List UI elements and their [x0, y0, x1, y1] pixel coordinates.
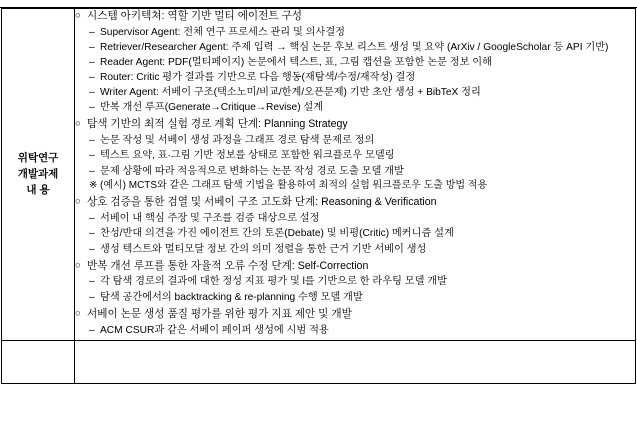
sub-item-text: 찬성/반대 의견을 가진 에이전트 간의 토론(Debate) 및 비평(Critic) 메커니즘 설계: [100, 228, 454, 240]
list-item: [89, 290, 635, 305]
list-item: [89, 85, 635, 100]
list-item: [89, 55, 635, 70]
dash-bullet-icon: –: [89, 41, 95, 53]
sub-item-text: 문제 상황에 따라 적응적으로 변화하는 논문 작성 경로 도출 모델 개발: [100, 165, 404, 177]
sub-list: [75, 323, 635, 338]
section-heading: 서베이 논문 생성 품질 평가를 위한 평가 지표 제안 및 개발: [87, 307, 352, 320]
table-row: [2, 9, 636, 341]
list-item: [89, 211, 635, 226]
dash-bullet-icon: –: [89, 213, 95, 225]
sub-item-text: Reader Agent: PDF(멀티페이지) 논문에서 텍스트, 표, 그림 캡션을 포함한 논문 정보 이해: [100, 57, 492, 69]
list-item: [75, 259, 635, 305]
dash-bullet-icon: –: [89, 57, 95, 69]
circle-bullet-icon: ○: [75, 259, 81, 271]
sub-item-text: 텍스트 요약, 표·그림 기반 정보를 상태로 포함한 워크플로우 모델링: [100, 150, 395, 162]
empty-content-cell: [75, 340, 636, 383]
sub-list: [75, 133, 635, 193]
sub-item-text: 각 탐색 경로의 결과에 대한 정성 지표 평가 및 l를 기반으로 한 라우팅 모델 개발: [100, 276, 447, 288]
list-item: [89, 242, 635, 257]
sub-item-text: 탐색 공간에서의 backtracking & re-planning 수행 모델 개발: [100, 291, 363, 303]
row-label-cell: [2, 9, 75, 341]
dash-bullet-icon: –: [89, 102, 95, 114]
list-item: [89, 179, 635, 194]
dash-bullet-icon: –: [89, 72, 95, 84]
dash-bullet-icon: –: [89, 26, 95, 38]
dash-bullet-icon: –: [89, 243, 95, 255]
row-label-line-3: 내 용: [26, 184, 50, 197]
list-item: [89, 70, 635, 85]
circle-bullet-icon: ○: [75, 10, 81, 21]
list-item: [89, 40, 635, 55]
dash-bullet-icon: –: [89, 228, 95, 240]
list-item: [89, 100, 635, 115]
circle-bullet-icon: ○: [75, 196, 81, 208]
sub-list: [75, 25, 635, 116]
dash-bullet-icon: –: [89, 291, 95, 303]
section-heading: 반복 개선 루프를 통한 자율적 오류 수정 단계: Self-Correction: [87, 259, 369, 272]
row-label-line-2: 개발과제: [17, 168, 59, 181]
outline-list: [75, 9, 635, 338]
table-row-empty: [2, 340, 636, 383]
sub-item-text: 생성 텍스트와 멀티모달 정보 간의 의미 정렬을 통한 근거 기반 서베이 생성: [100, 243, 427, 255]
dash-bullet-icon: –: [89, 276, 95, 288]
dash-bullet-icon: –: [89, 87, 95, 99]
dash-bullet-icon: –: [89, 150, 95, 162]
sub-item-text: Retriever/Researcher Agent: 주제 입력 → 핵심 논문 후보 리스트 생성 및 요약 (ArXiv / GoogleScholar 등 API 기반): [100, 41, 609, 53]
circle-bullet-icon: ○: [75, 307, 81, 319]
sub-list: [75, 274, 635, 304]
row-label-line-1: 위탁연구: [17, 151, 59, 164]
list-item: [89, 226, 635, 241]
dash-bullet-icon: –: [89, 324, 95, 336]
list-item: [89, 148, 635, 163]
circle-bullet-icon: ○: [75, 118, 81, 130]
dash-bullet-icon: –: [89, 135, 95, 147]
dash-bullet-icon: –: [89, 165, 95, 177]
list-item: [89, 25, 635, 40]
list-item: [89, 323, 635, 338]
sub-item-text: 논문 작성 및 서베이 생성 과정을 그래프 경로 탐색 문제로 정의: [100, 135, 375, 147]
section-heading: 탐색 기반의 최적 실험 경로 계획 단계: Planning Strategy: [87, 118, 348, 131]
sub-item-text: 반복 개선 루프(Generate→Critique→Revise) 설계: [100, 102, 324, 114]
sub-item-text: Writer Agent: 서베이 구조(택소노미/비교/한계/오픈문제) 기반 초안 생성 + BibTeX 정리: [100, 87, 481, 99]
list-item: [75, 195, 635, 256]
sub-item-text: Router: Critic 평가 결과를 기반으로 다음 행동(재탐색/수정/재작성) 결정: [100, 72, 416, 84]
content-cell: [75, 9, 636, 341]
sub-item-text: 서베이 내 핵심 주장 및 구조를 검증 대상으로 설정: [100, 213, 320, 225]
sub-item-text: Supervisor Agent: 전체 연구 프로세스 관리 및 의사결정: [100, 26, 346, 38]
sub-list: [75, 211, 635, 256]
research-content-table: [1, 8, 636, 384]
section-heading: 상호 검증을 통한 검열 및 서베이 구조 고도화 단계: Reasoning & Verification: [87, 196, 437, 209]
list-item: [75, 117, 635, 193]
sub-item-text: (예시) MCTS와 같은 그래프 탐색 기법을 활용하여 최적의 실험 워크플로우 도출 방법 적용: [100, 179, 488, 191]
note-marker-icon: ※: [89, 179, 98, 191]
empty-label-cell: [2, 340, 75, 383]
list-item: [89, 164, 635, 179]
list-item: [89, 274, 635, 289]
list-item: [75, 9, 635, 115]
section-heading: 시스템 아키텍쳐: 역할 기반 멀티 에이전트 구성: [87, 10, 303, 22]
sub-item-text: ACM CSUR과 같은 서베이 페이퍼 생성에 시범 적용: [100, 324, 329, 336]
list-item: [89, 133, 635, 148]
list-item: [75, 307, 635, 338]
top-border-strip: [0, 0, 637, 8]
